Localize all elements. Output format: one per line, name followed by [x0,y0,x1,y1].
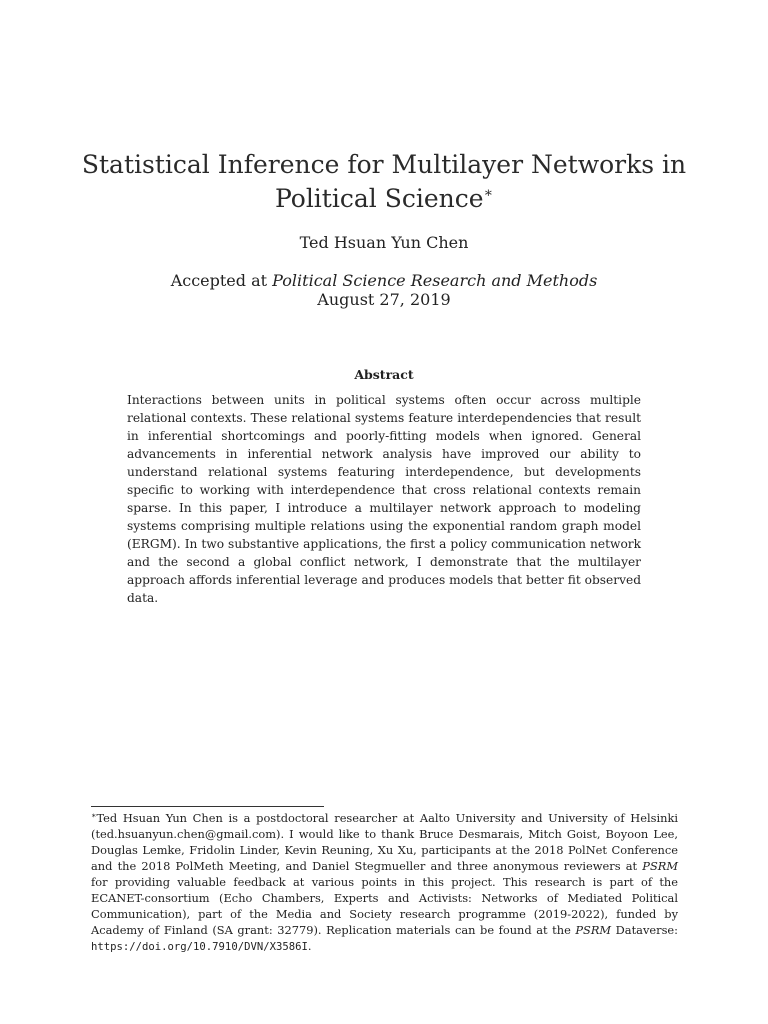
publication-date: August 27, 2019 [317,290,451,309]
footnote-text-1: Ted Hsuan Yun Chen is a postdoctoral researcher at Aalto University and University of Helsinki (ted.hsuanyun.chen@gmail.com). I would like to thank Bruce Desmarais, Mitch Goist, Boyoon Lee, Douglas Lemke, Fridolin Linder, Kevin Reuning, Xu Xu, participants at the 2018 PolNet Conference and the 2018 PolMeth Meeting, and Daniel Stegmueller and three anonymous reviewers at [91,811,678,873]
paper-title [60,148,708,216]
journal-name: Political Science Research and Methods [272,271,598,290]
doi-link[interactable]: https://doi.org/10.7910/DVN/X3586I [91,941,308,953]
footnote-end: . [307,939,312,953]
author-name: Ted Hsuan Yun Chen [299,233,469,252]
footnote-text-2: for providing valuable feedback at various points in this project. This research is part of the ECANET-consortium (Echo Chambers, Experts and Activists: Networks of Mediated Political Communication), part of the Media and Society research programme (2019-2022), funded by Academy of Finland (SA grant: 32779). Replication materials can be found at the [91,875,678,937]
footnote-divider [91,806,324,807]
abstract-heading: Abstract [354,367,414,382]
acceptance-line [0,271,768,291]
footnote-text-3: Dataverse: [611,923,678,937]
footnote [91,810,678,955]
title-footnote-mark[interactable]: ∗ [483,185,494,201]
footnote-mark: ∗ [91,811,97,820]
footnote-psrm-2: PSRM [575,923,612,937]
footnote-psrm-1: PSRM [642,859,678,873]
abstract-text: Interactions between units in political systems often occur across multiple relational contexts. These relational systems feature interdependencies that result in inferential shortcomings and poorly-fitting models when ignored. General advancements in inferential network analysis have improved our ability to understand relational systems featuring interdependence, but developments specific to working with interdependence that cross relational contexts remain sparse. In this paper, I introduce a multilayer network approach to modeling systems comprising multiple relations using the exponential random graph model (ERGM). In two substantive applications, the first a policy communication network and the second a global conflict network, I demonstrate that the multilayer approach affords inferential leverage and produces models that better fit observed data. [127,393,641,605]
accepted-prefix: Accepted at [170,271,273,290]
paper-title-text: Statistical Inference for Multilayer Networks in Political Science [81,150,687,213]
